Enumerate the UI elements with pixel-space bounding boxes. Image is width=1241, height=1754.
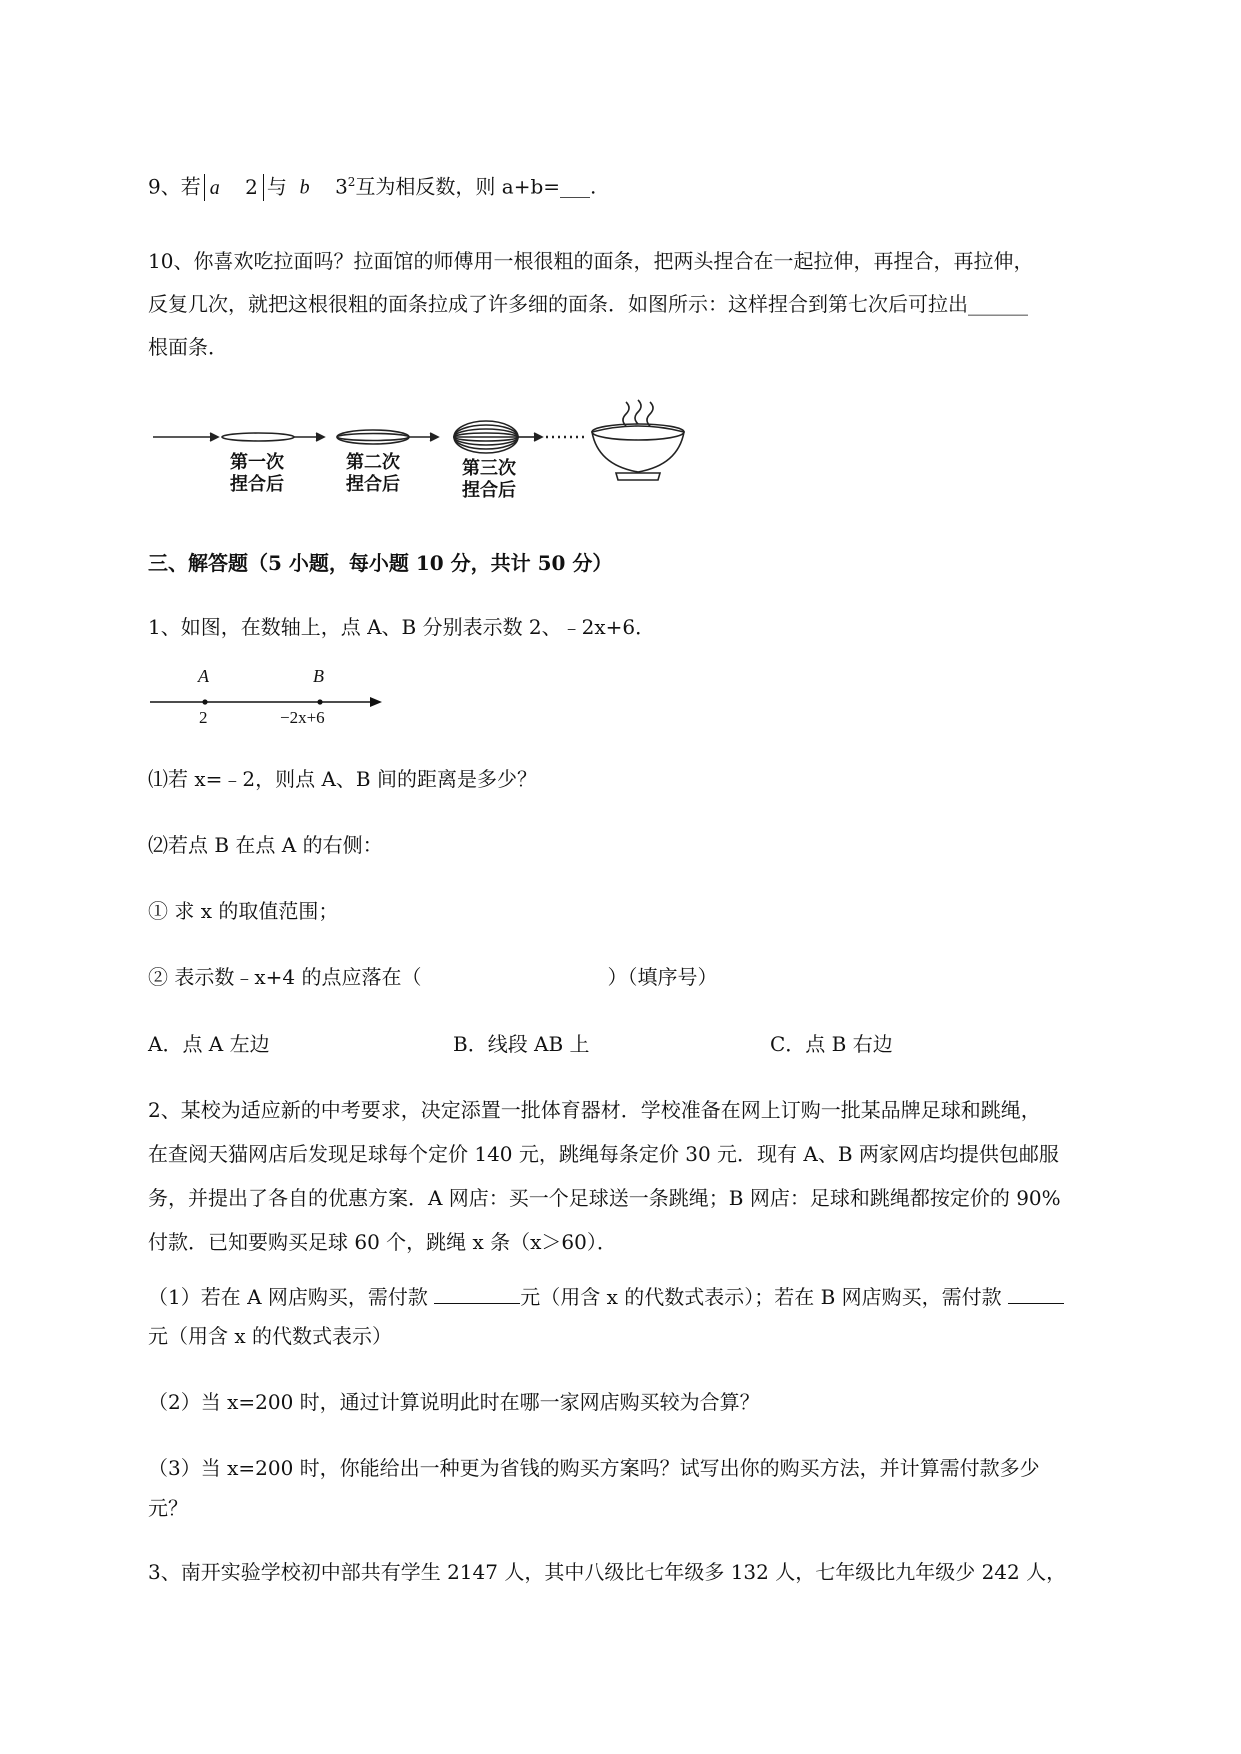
p1-option-a: A．点 A 左边 (148, 1032, 270, 1056)
fig-label-2a: 第二次 (346, 452, 400, 473)
fig-label-1a: 第一次 (230, 452, 284, 473)
numline-value-a: 2 (199, 708, 208, 727)
noodle-diagram (148, 390, 688, 510)
fig-label-1 (230, 452, 284, 496)
p1-q2b-pre: ② 表示数﹣x+4 的点应落在（ (148, 965, 422, 989)
number-line-svg (148, 668, 388, 728)
p1-q2: ⑵若点 B 在点 A 的右侧： (148, 833, 383, 857)
fig-label-2b: 捏合后 (346, 474, 400, 495)
p1-q2b-post: ）（填序号） (607, 965, 718, 989)
q9-a: a (209, 176, 220, 199)
noodle-figure (148, 390, 688, 510)
p2-blank-b[interactable] (1008, 1285, 1064, 1304)
fig-label-1b: 捏合后 (230, 474, 284, 495)
q9-two: 2 (245, 174, 258, 199)
p1-option-b: B．线段 AB 上 (453, 1032, 590, 1056)
p3-line1: 3、南开实验学校初中部共有学生 2147 人，其中八级比七年级多 132 人，七年级比九年级少 242 人， (148, 1560, 1067, 1584)
p2-line4: 付款．已知要购买足球 60 个，跳绳 x 条（x＞60）． (148, 1230, 617, 1254)
q10-line3: 根面条． (148, 335, 228, 359)
p1-stem: 1、如图，在数轴上，点 A、B 分别表示数 2、﹣2x+6． (148, 615, 656, 639)
q9-three: 3 (335, 174, 348, 199)
p1-option-c: C．点 B 右边 (770, 1032, 893, 1056)
p2-q3-line1: （3）当 x=200 时，你能给出一种更为省钱的购买方案吗？试写出你的购买方法，并计算需付款多少 (148, 1456, 1040, 1480)
fig-label-3b: 捏合后 (462, 480, 516, 501)
p1-q2a: ① 求 x 的取值范围； (148, 899, 339, 923)
section-heading: 三、解答题（5 小题，每小题 10 分，共计 50 分） (148, 551, 613, 575)
p2-blank-a[interactable] (434, 1285, 520, 1304)
q9-exp: 2 (347, 175, 356, 189)
p2-q1b: 元（用含 x 的代数式表示）；若在 B 网店购买，需付款 (520, 1285, 1009, 1309)
q9-prefix: 9、若 (148, 174, 201, 199)
fig-label-2 (346, 452, 400, 496)
p2-line1: 2、某校为适应新的中考要求，决定添置一批体育器材．学校准备在网上订购一批某品牌足球和跳绳， (148, 1098, 1041, 1122)
q9-suffix: 互为相反数，则 a+b=___. (355, 174, 597, 199)
numline-value-b: −2x+6 (280, 708, 325, 727)
p2-q2: （2）当 x=200 时，通过计算说明此时在哪一家网店购买较为合算？ (148, 1390, 760, 1414)
p2-q3-line2: 元？ (148, 1496, 188, 1520)
p2-q1a: （1）若在 A 网店购买，需付款 (148, 1285, 435, 1309)
p2-q1c: 元（用含 x 的代数式表示） (148, 1324, 392, 1348)
p1-q1: ⑴若 x=﹣2，则点 A、B 间的距离是多少？ (148, 767, 537, 791)
q10-line2: 反复几次，就把这根很粗的面条拉成了许多细的面条．如图所示：这样捏合到第七次后可拉出______ (148, 292, 1028, 316)
fig-label-3a: 第三次 (462, 458, 516, 479)
q9-b: b (299, 176, 310, 199)
p2-line2: 在查阅天猫网店后发现足球每个定价 140 元，跳绳每条定价 30 元．现有 A、B 两家网店均提供包邮服 (148, 1142, 1059, 1166)
q9-mid: 与 (266, 174, 287, 199)
p2-line3: 务，并提出了各自的优惠方案．A 网店：买一个足球送一条跳绳；B 网店：足球和跳绳都按定价的 90% (148, 1186, 1061, 1210)
numline-label-a: A (198, 666, 209, 686)
numline-label-b: B (313, 666, 324, 686)
q9-line (148, 168, 596, 202)
fig-label-3 (462, 458, 516, 502)
q10-line1: 10、你喜欢吃拉面吗？拉面馆的师傅用一根很粗的面条，把两头捏合在一起拉伸，再捏合，再拉伸， (148, 249, 1034, 273)
q9-abs (204, 174, 264, 201)
number-line (148, 668, 388, 728)
p2-q1-line1 (148, 1283, 1064, 1311)
p1-q2b (148, 963, 717, 991)
